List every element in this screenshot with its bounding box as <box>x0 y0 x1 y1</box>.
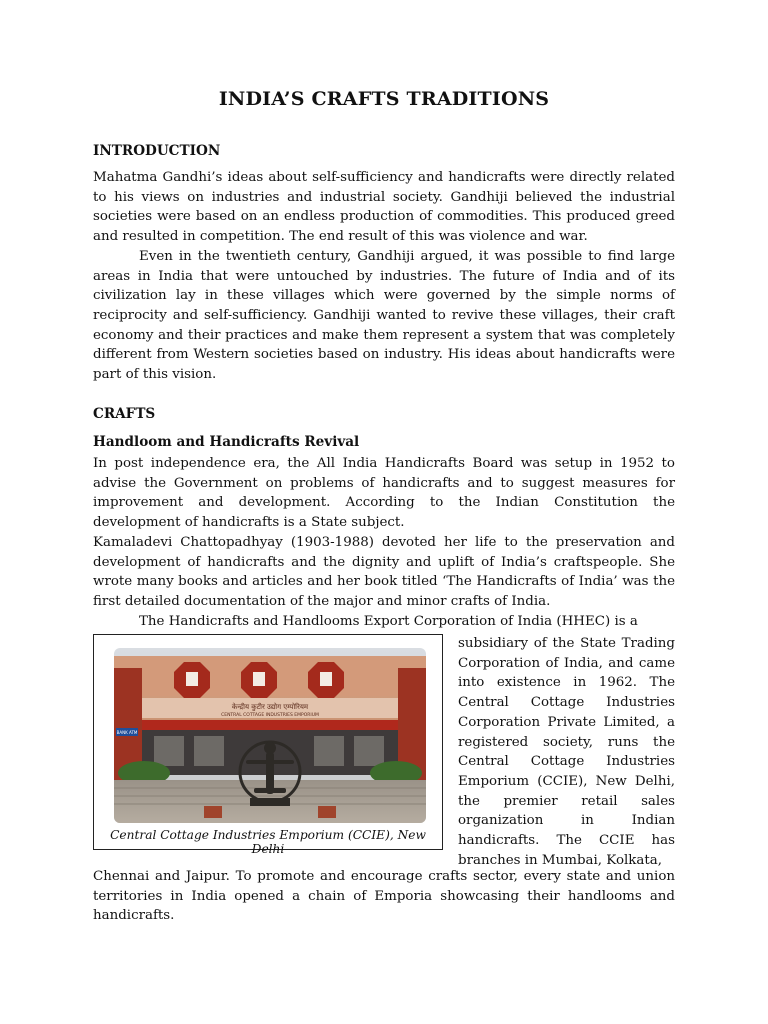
atm-sign: BANK ATM <box>116 730 138 735</box>
hhec-side-text: subsidiary of the State Trading Corporation of India, and came into existence in 1962. The Central Cottage Industries Corporation Private Limited, a registered society, runs the Central Cottage Industries Emporium (CCIE), New Delhi, the premier retail sales organization in Indian handicrafts. The CCIE has branches in Mumbai, Kolkata, <box>458 636 675 868</box>
sign-english: CENTRAL COTTAGE INDUSTRIES EMPORIUM <box>221 713 319 718</box>
document-title: INDIA’S CRAFTS TRADITIONS <box>218 88 550 110</box>
crafts-paragraph-3-lead: The Handicrafts and Handlooms Export Corporation of India (HHEC) is a <box>139 613 638 629</box>
intro-paragraph-2: Even in the twentieth century, Gandhiji argued, it was possible to find large areas in India that were untouched by industries. The future of India and of its civilization lay in these villages which were governed by the simple norms of reciprocity and self-sufficiency. Gandhiji wanted to revive these villages, their craft economy and their practices and make them represent a system that was completely different from Western societies based on industry. His ideas about handicrafts were part of this vision. <box>93 248 675 383</box>
intro-paragraph-1: Mahatma Gandhi’s ideas about self-sufficiency and handicrafts were directly related to his views on industries and industrial society. Gandhiji believed the industrial societies were based on an endless production of commodities. This produced greed and resulted in competition. The end result of this was violence and war. <box>93 170 675 245</box>
section-heading-introduction: INTRODUCTION <box>93 143 221 159</box>
crafts-paragraph-1: In post independence era, the All India Handicrafts Board was setup in 1952 to advise the Government on problems of handicrafts and to suggest measures for improvement and development. According to the Indian Constitution the development of handicrafts is a State subject. <box>93 456 675 531</box>
crafts-paragraph-2: Kamaladevi Chattopadhyay (1903-1988) devoted her life to the preservation and development of handicrafts and the dignity and uplift of India’s craftspeople. She wrote many books and articles and her book titled ‘The Handicrafts of India’ was the first detailed documentation of the major and minor crafts of India. <box>93 534 675 609</box>
figure-caption: Central Cottage Industries Emporium (CCIE), New Delhi <box>110 828 426 856</box>
introduction-body <box>93 168 675 385</box>
crafts-paragraph-3-end <box>93 867 675 926</box>
sign-hindi: केन्द्रीय कुटीर उद्योग एम्पोरियम <box>231 703 309 711</box>
hhec-end-text: Chennai and Jaipur. To promote and encourage crafts sector, every state and union territories in India opened a chain of Emporia showcasing their handlooms and handicrafts. <box>93 869 675 924</box>
ccie-building-photo <box>114 648 426 823</box>
subheading-handloom-revival: Handloom and Handicrafts Revival <box>93 434 360 450</box>
figure-ccie-photo <box>93 634 443 856</box>
crafts-paragraph-3-side <box>458 634 675 870</box>
crafts-body <box>93 454 675 631</box>
section-heading-crafts: CRAFTS <box>93 406 156 422</box>
